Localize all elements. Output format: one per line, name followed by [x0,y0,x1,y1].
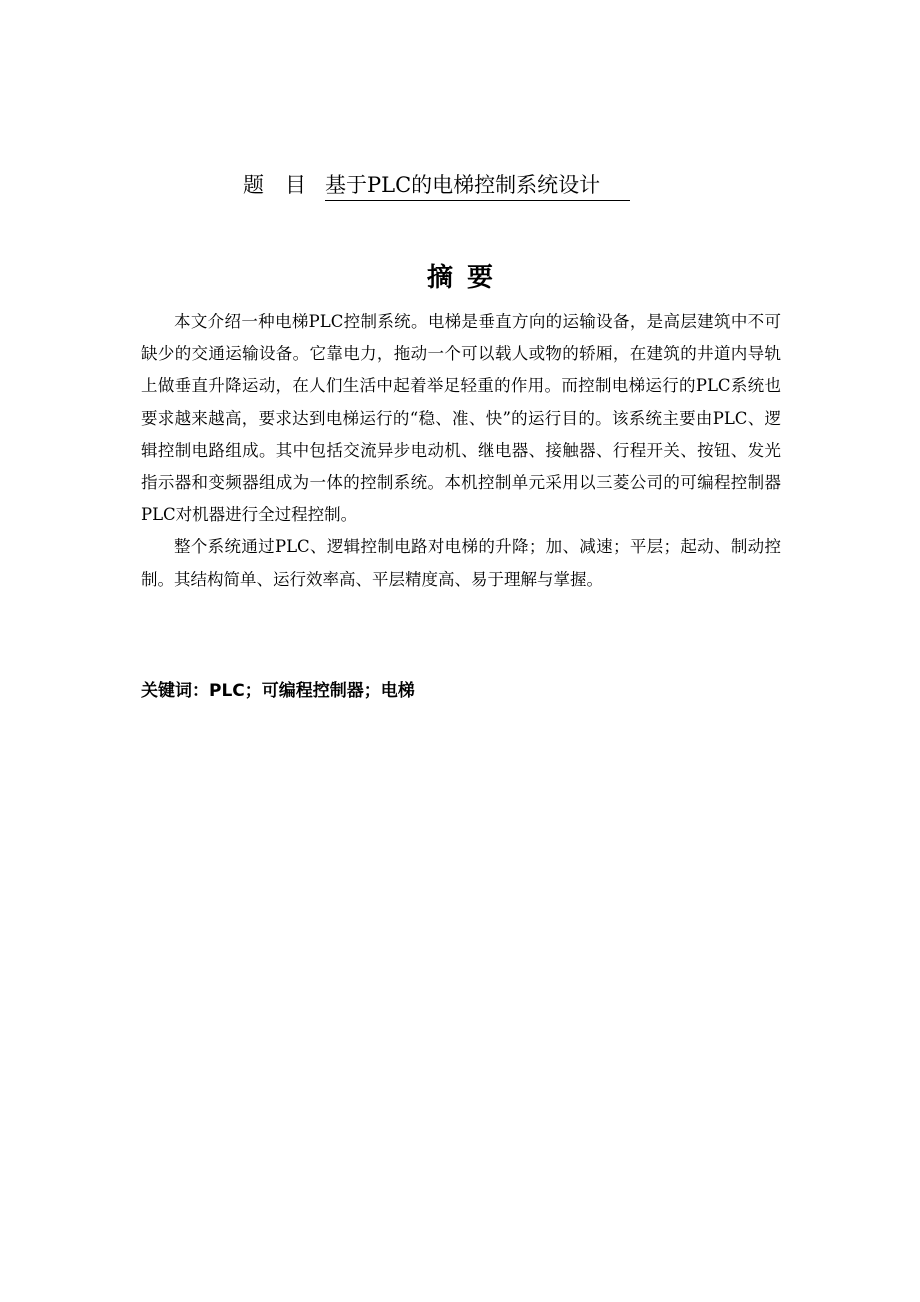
keywords-line: 关键词：PLC；可编程控制器；电梯 [141,681,415,701]
abstract-paragraph: 本文介绍一种电梯PLC控制系统。电梯是垂直方向的运输设备，是高层建筑中不可缺少的交通运输设备。它靠电力，拖动一个可以载人或物的轿厢，在建筑的井道内导轨上做垂直升降运动，在人们生活中起着举足轻重的作用。而控制电梯运行的PLC系统也要求越来越高，要求达到电梯运行的“稳、准、快”的运行目的。该系统主要由PLC、逻辑控制电路组成。其中包括交流异步电动机、继电器、接触器、行程开关、按钮、发光指示器和变频器组成为一体的控制系统。本机控制单元采用以三菱公司的可编程控制器PLC对机器进行全过程控制。 [141,312,781,525]
abstract-heading: 摘要 [426,263,507,293]
thesis-title: 基于PLC的电梯控制系统设计 [325,170,630,201]
thesis-title-line [243,168,630,202]
title-label: 题 目 [243,173,306,197]
abstract-body [141,306,781,596]
abstract-paragraph: 整个系统通过PLC、逻辑控制电路对电梯的升降；加、减速；平层；起动、制动控制。其结构简单、运行效率高、平层精度高、易于理解与掌握。 [141,537,781,589]
